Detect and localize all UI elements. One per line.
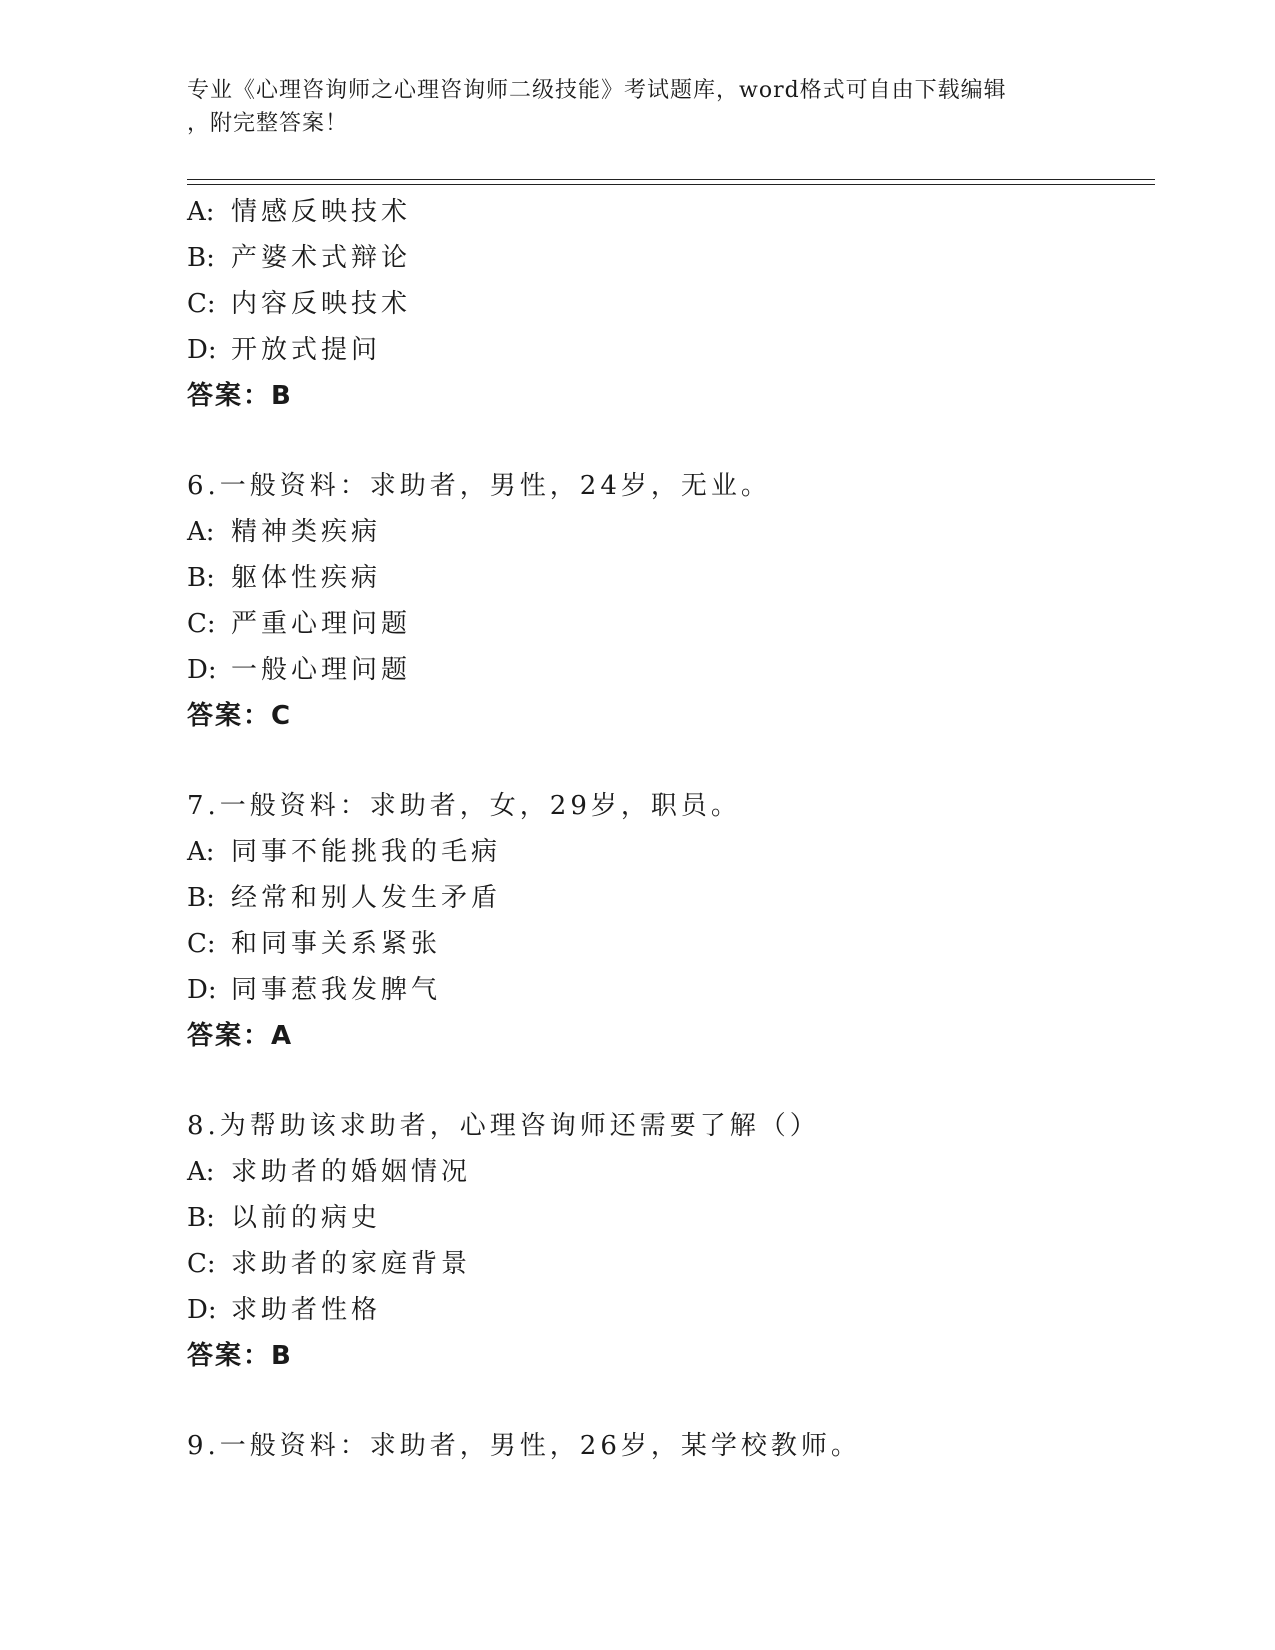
block-spacer bbox=[187, 1059, 1155, 1103]
option-text: 求助者的家庭背景 bbox=[231, 1249, 472, 1279]
option-text: 情感反映技术 bbox=[231, 197, 412, 227]
option-text: 求助者性格 bbox=[231, 1295, 382, 1325]
option-letter: D: bbox=[187, 335, 217, 365]
question-list bbox=[187, 189, 1155, 1469]
answer-line: 答案：C bbox=[187, 701, 293, 731]
option-d bbox=[187, 1287, 1155, 1333]
option-d bbox=[187, 647, 1155, 693]
answer-line: 答案：B bbox=[187, 381, 293, 411]
option-text: 同事惹我发脾气 bbox=[231, 975, 442, 1005]
option-text: 求助者的婚姻情况 bbox=[231, 1157, 472, 1187]
option-d bbox=[187, 967, 1155, 1013]
option-a bbox=[187, 509, 1155, 555]
option-letter: D: bbox=[187, 1295, 217, 1325]
option-a bbox=[187, 829, 1155, 875]
option-a bbox=[187, 189, 1155, 235]
option-c bbox=[187, 921, 1155, 967]
answer-line: 答案：A bbox=[187, 1021, 294, 1051]
question-title: 6.一般资料：求助者，男性，24岁，无业。 bbox=[187, 471, 771, 501]
option-letter: C: bbox=[187, 289, 216, 319]
option-text: 躯体性疾病 bbox=[231, 563, 382, 593]
option-d bbox=[187, 327, 1155, 373]
option-text: 一般心理问题 bbox=[231, 655, 412, 685]
option-b bbox=[187, 875, 1155, 921]
option-text: 精神类疾病 bbox=[231, 517, 382, 547]
document-header bbox=[187, 74, 1087, 140]
option-text: 同事不能挑我的毛病 bbox=[231, 837, 502, 867]
option-text: 经常和别人发生矛盾 bbox=[231, 883, 502, 913]
option-c bbox=[187, 281, 1155, 327]
option-letter: C: bbox=[187, 609, 216, 639]
option-text: 内容反映技术 bbox=[231, 289, 412, 319]
option-letter: B: bbox=[187, 563, 215, 593]
option-letter: C: bbox=[187, 1249, 216, 1279]
option-c bbox=[187, 601, 1155, 647]
option-letter: B: bbox=[187, 243, 215, 273]
option-b bbox=[187, 1195, 1155, 1241]
option-text: 开放式提问 bbox=[231, 335, 382, 365]
option-letter: B: bbox=[187, 883, 215, 913]
option-text: 和同事关系紧张 bbox=[231, 929, 442, 959]
block-spacer bbox=[187, 1379, 1155, 1423]
option-letter: B: bbox=[187, 1203, 215, 1233]
option-letter: A: bbox=[187, 517, 215, 547]
option-text: 产婆术式辩论 bbox=[231, 243, 412, 273]
option-letter: A: bbox=[187, 1157, 215, 1187]
question-title: 9.一般资料：求助者，男性，26岁，某学校教师。 bbox=[187, 1431, 861, 1461]
option-text: 严重心理问题 bbox=[231, 609, 412, 639]
block-spacer bbox=[187, 419, 1155, 463]
question-block bbox=[187, 189, 1155, 419]
option-letter: C: bbox=[187, 929, 216, 959]
option-b bbox=[187, 235, 1155, 281]
option-letter: A: bbox=[187, 197, 215, 227]
header-line-1: 专业《心理咨询师之心理咨询师二级技能》考试题库，word格式可自由下载编辑 bbox=[187, 78, 1007, 103]
question-title: 8.为帮助该求助者，心理咨询师还需要了解（） bbox=[187, 1111, 820, 1141]
block-spacer bbox=[187, 739, 1155, 783]
option-letter: D: bbox=[187, 655, 217, 685]
question-block bbox=[187, 463, 1155, 739]
question-block bbox=[187, 1423, 1155, 1469]
option-b bbox=[187, 555, 1155, 601]
question-block bbox=[187, 783, 1155, 1059]
option-text: 以前的病史 bbox=[231, 1203, 382, 1233]
option-c bbox=[187, 1241, 1155, 1287]
option-letter: A: bbox=[187, 837, 215, 867]
option-letter: D: bbox=[187, 975, 217, 1005]
header-divider-top bbox=[187, 179, 1155, 180]
header-divider-bottom bbox=[187, 184, 1155, 185]
header-line-2: ，附完整答案！ bbox=[187, 111, 349, 136]
option-a bbox=[187, 1149, 1155, 1195]
question-block bbox=[187, 1103, 1155, 1379]
answer-line: 答案：B bbox=[187, 1341, 293, 1371]
question-title: 7.一般资料：求助者，女，29岁，职员。 bbox=[187, 791, 741, 821]
